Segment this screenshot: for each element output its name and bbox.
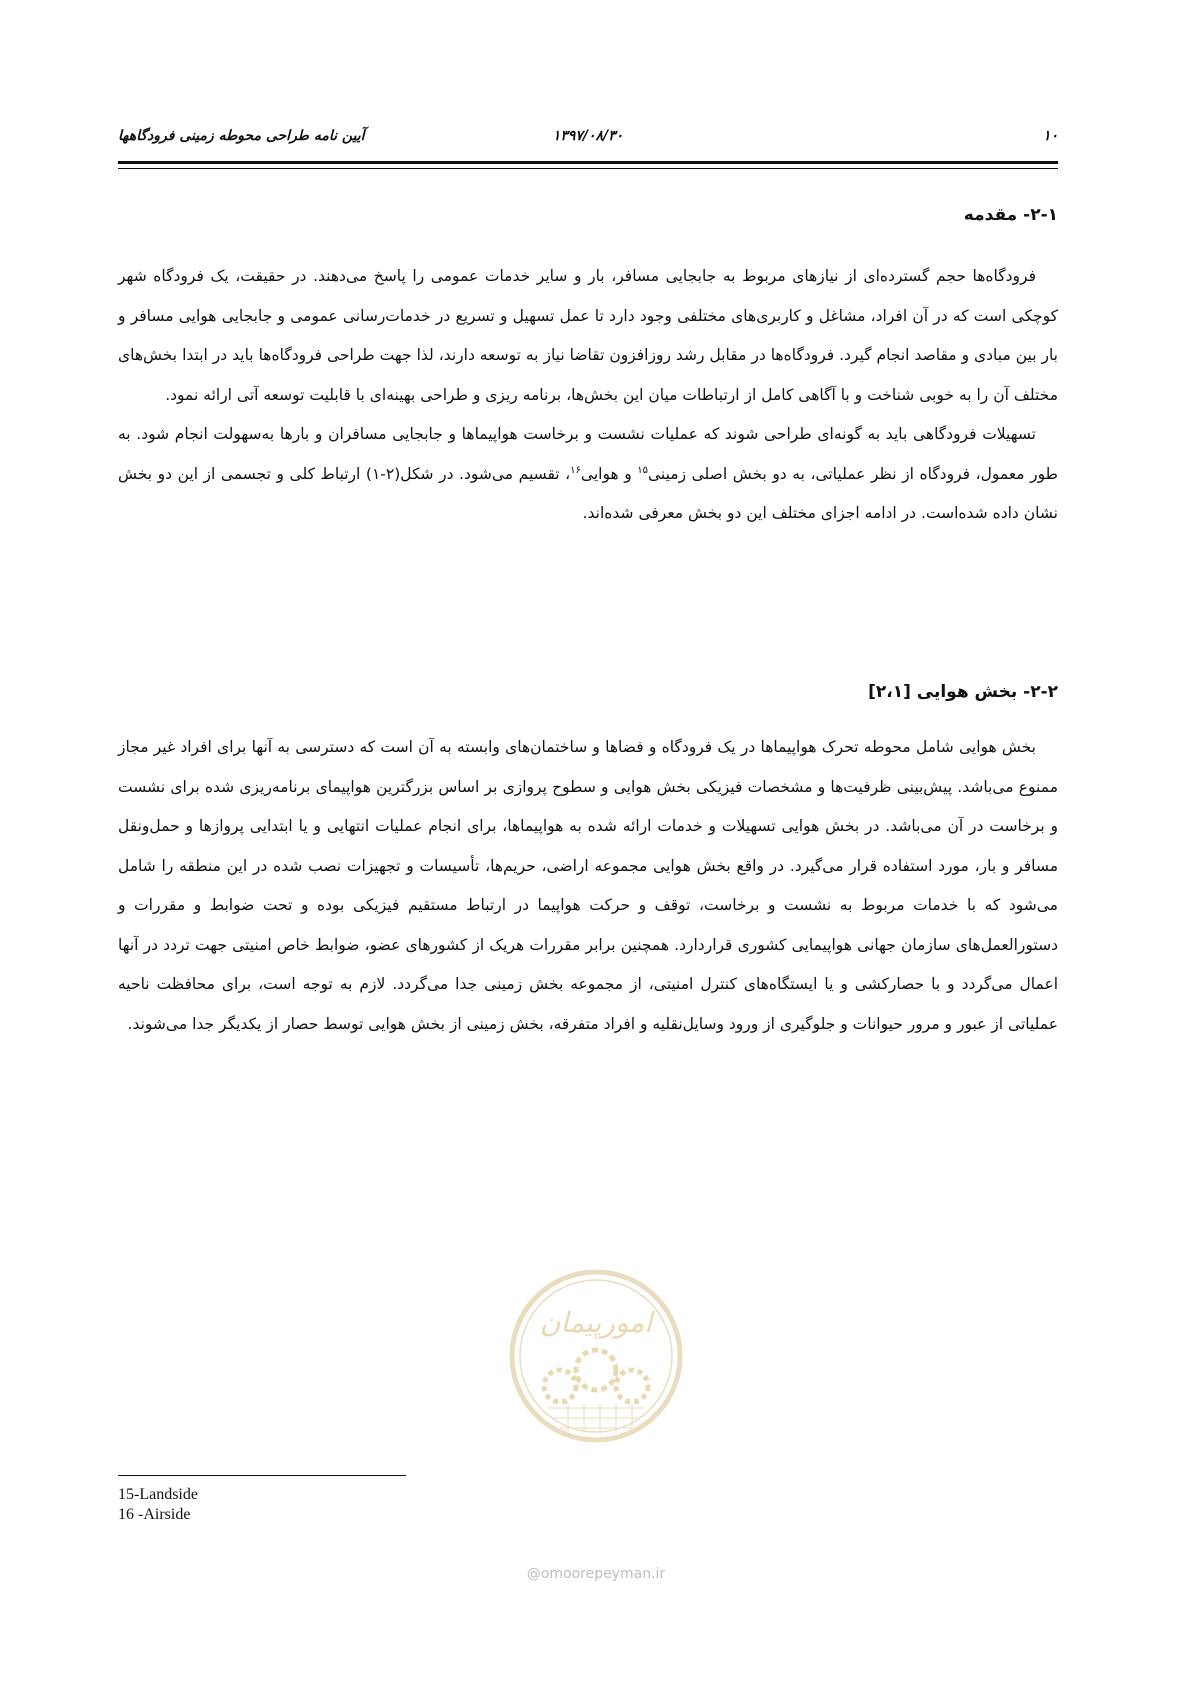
header-rule-thick: [118, 161, 1058, 164]
watermark-site: @omoorepeyman.ir: [526, 1566, 666, 1582]
paragraph: فرودگاه‌ها حجم گسترده‌ای از نیازهای مربوط به جابجایی مسافر، بار و سایر خدمات عمومی را پاسخ می‌دهند. در حقیقت، یک فرودگاه شهر کوچکی است که در آن افراد، مشاغل و کاربری‌های مختلفی وجود دارد تا عمل تسهیل و تسریع در خدمات‌رسانی عمومی و جابجایی هوایی مسافر و بار بین مبادی و مقاصد انجام گیرد. فرودگاه‌ها در مقابل رشد روزافزون تقاضا نیاز به توسعه دارند، لذا جهت طراحی فرودگاه‌ها باید در ابتدا بخش‌های مختلف آن را به خوبی شناخت و با آگاهی کامل از ارتباطات میان این بخش‌ها، برنامه ریزی و طراحی بهینه‌ای با قابلیت توسعه آتی ارائه نمود.: [118, 267, 1058, 404]
section-heading: ۲-۲- بخش هوایی [۲،۱]: [868, 682, 1058, 702]
page-number: ۱۰: [1042, 128, 1058, 144]
paragraph-text: تسهیلات فرودگاهی باید به گونه‌ای طراحی شوند که عملیات نشست و برخاست هواپیماها و جابجایی مسافران و بارها به‌سهولت انجام شود. به طور معمول، فرودگاه از نظر عملیاتی، به دو بخش اصلی زمینی: [118, 425, 1058, 483]
paragraph: [118, 415, 1058, 534]
footnote-ref[interactable]: ۱۶: [570, 464, 581, 476]
section-introduction: [118, 205, 1058, 225]
page-header: [118, 128, 1058, 152]
header-date: ۱۳۹۷/۰۸/۳۰: [552, 128, 624, 144]
section-heading: ۲-۱- مقدمه: [963, 205, 1058, 225]
watermark-logo-icon: [508, 1268, 684, 1444]
watermark-logo-text: امورپیمان: [539, 1306, 653, 1339]
section-airside-body: [118, 728, 1058, 1044]
footnote: 16 -Airside: [118, 1506, 191, 1523]
paragraph-text: و هوایی: [580, 464, 638, 483]
footnote-ref[interactable]: ۱۵: [637, 464, 648, 476]
footnotes: [118, 1485, 198, 1525]
paragraph-text: ، تقسیم می‌شود. در شکل(۲-۱) ارتباط کلی و تجسمی از این دو بخش نشان داده شده‌است. در ادامه اجزای مختلف این دو بخش معرفی شده‌اند.: [118, 464, 1058, 522]
paragraph: بخش هوایی شامل محوطه تحرک هواپیماها در یک فرودگاه و فضاها و ساختمان‌های وابسته به آن است که دسترسی به آنها برای افراد غیر مجاز ممنوع می‌باشد. پیش‌بینی ظرفیت‌ها و مشخصات فیزیکی بخش هوایی و سطوح پروازی بر اساس بزرگترین هواپیمای برنامه‌ریزی شده برای نشست و برخاست در آن می‌باشد. در بخش هوایی تسهیلات و خدمات ارائه شده به هواپیماها، برای انجام عملیات انتهایی و یا ابتدایی پروازها و حمل‌ونقل مسافر و بار، مورد استفاده قرار می‌گیرد. در واقع بخش هوایی مجموعه اراضی، حریم‌ها، تأسیسات و تجهیزات نصب شده در این منطقه را شامل می‌شود که با خدمات مربوط به نشست و برخاست، توقف و حرکت هواپیما در ارتباط مستقیم فیزیکی بوده و تحت ضوابط و مقررات و دستورالعمل‌های سازمان جهانی هواپیمایی کشوری قراردارد. همچنین برابر مقررات هریک از کشورهای عضو، ضوابط خاص امنیتی جهت تردد در آنها اعمال می‌گردد و با حصارکشی و یا ایستگاه‌های کنترل امنیتی، از مجموعه بخش زمینی جدا می‌گردد. لازم به توجه است، برای محافظت ناحیه عملیاتی از عبور و مرور حیوانات و جلوگیری از ورود وسایل‌نقلیه و افراد متفرقه، بخش زمینی از بخش هوایی توسط حصار از یکدیگر جدا می‌شوند.: [118, 738, 1058, 1033]
section-introduction-body: [118, 257, 1058, 534]
section-airside: [118, 682, 1058, 702]
footnote: 15-Landside: [118, 1486, 198, 1503]
header-rule-thin: [118, 168, 1058, 169]
running-title: آیین نامه طراحی محوطه زمینی فرودگاهها: [118, 128, 365, 144]
footnote-separator: [118, 1475, 406, 1476]
